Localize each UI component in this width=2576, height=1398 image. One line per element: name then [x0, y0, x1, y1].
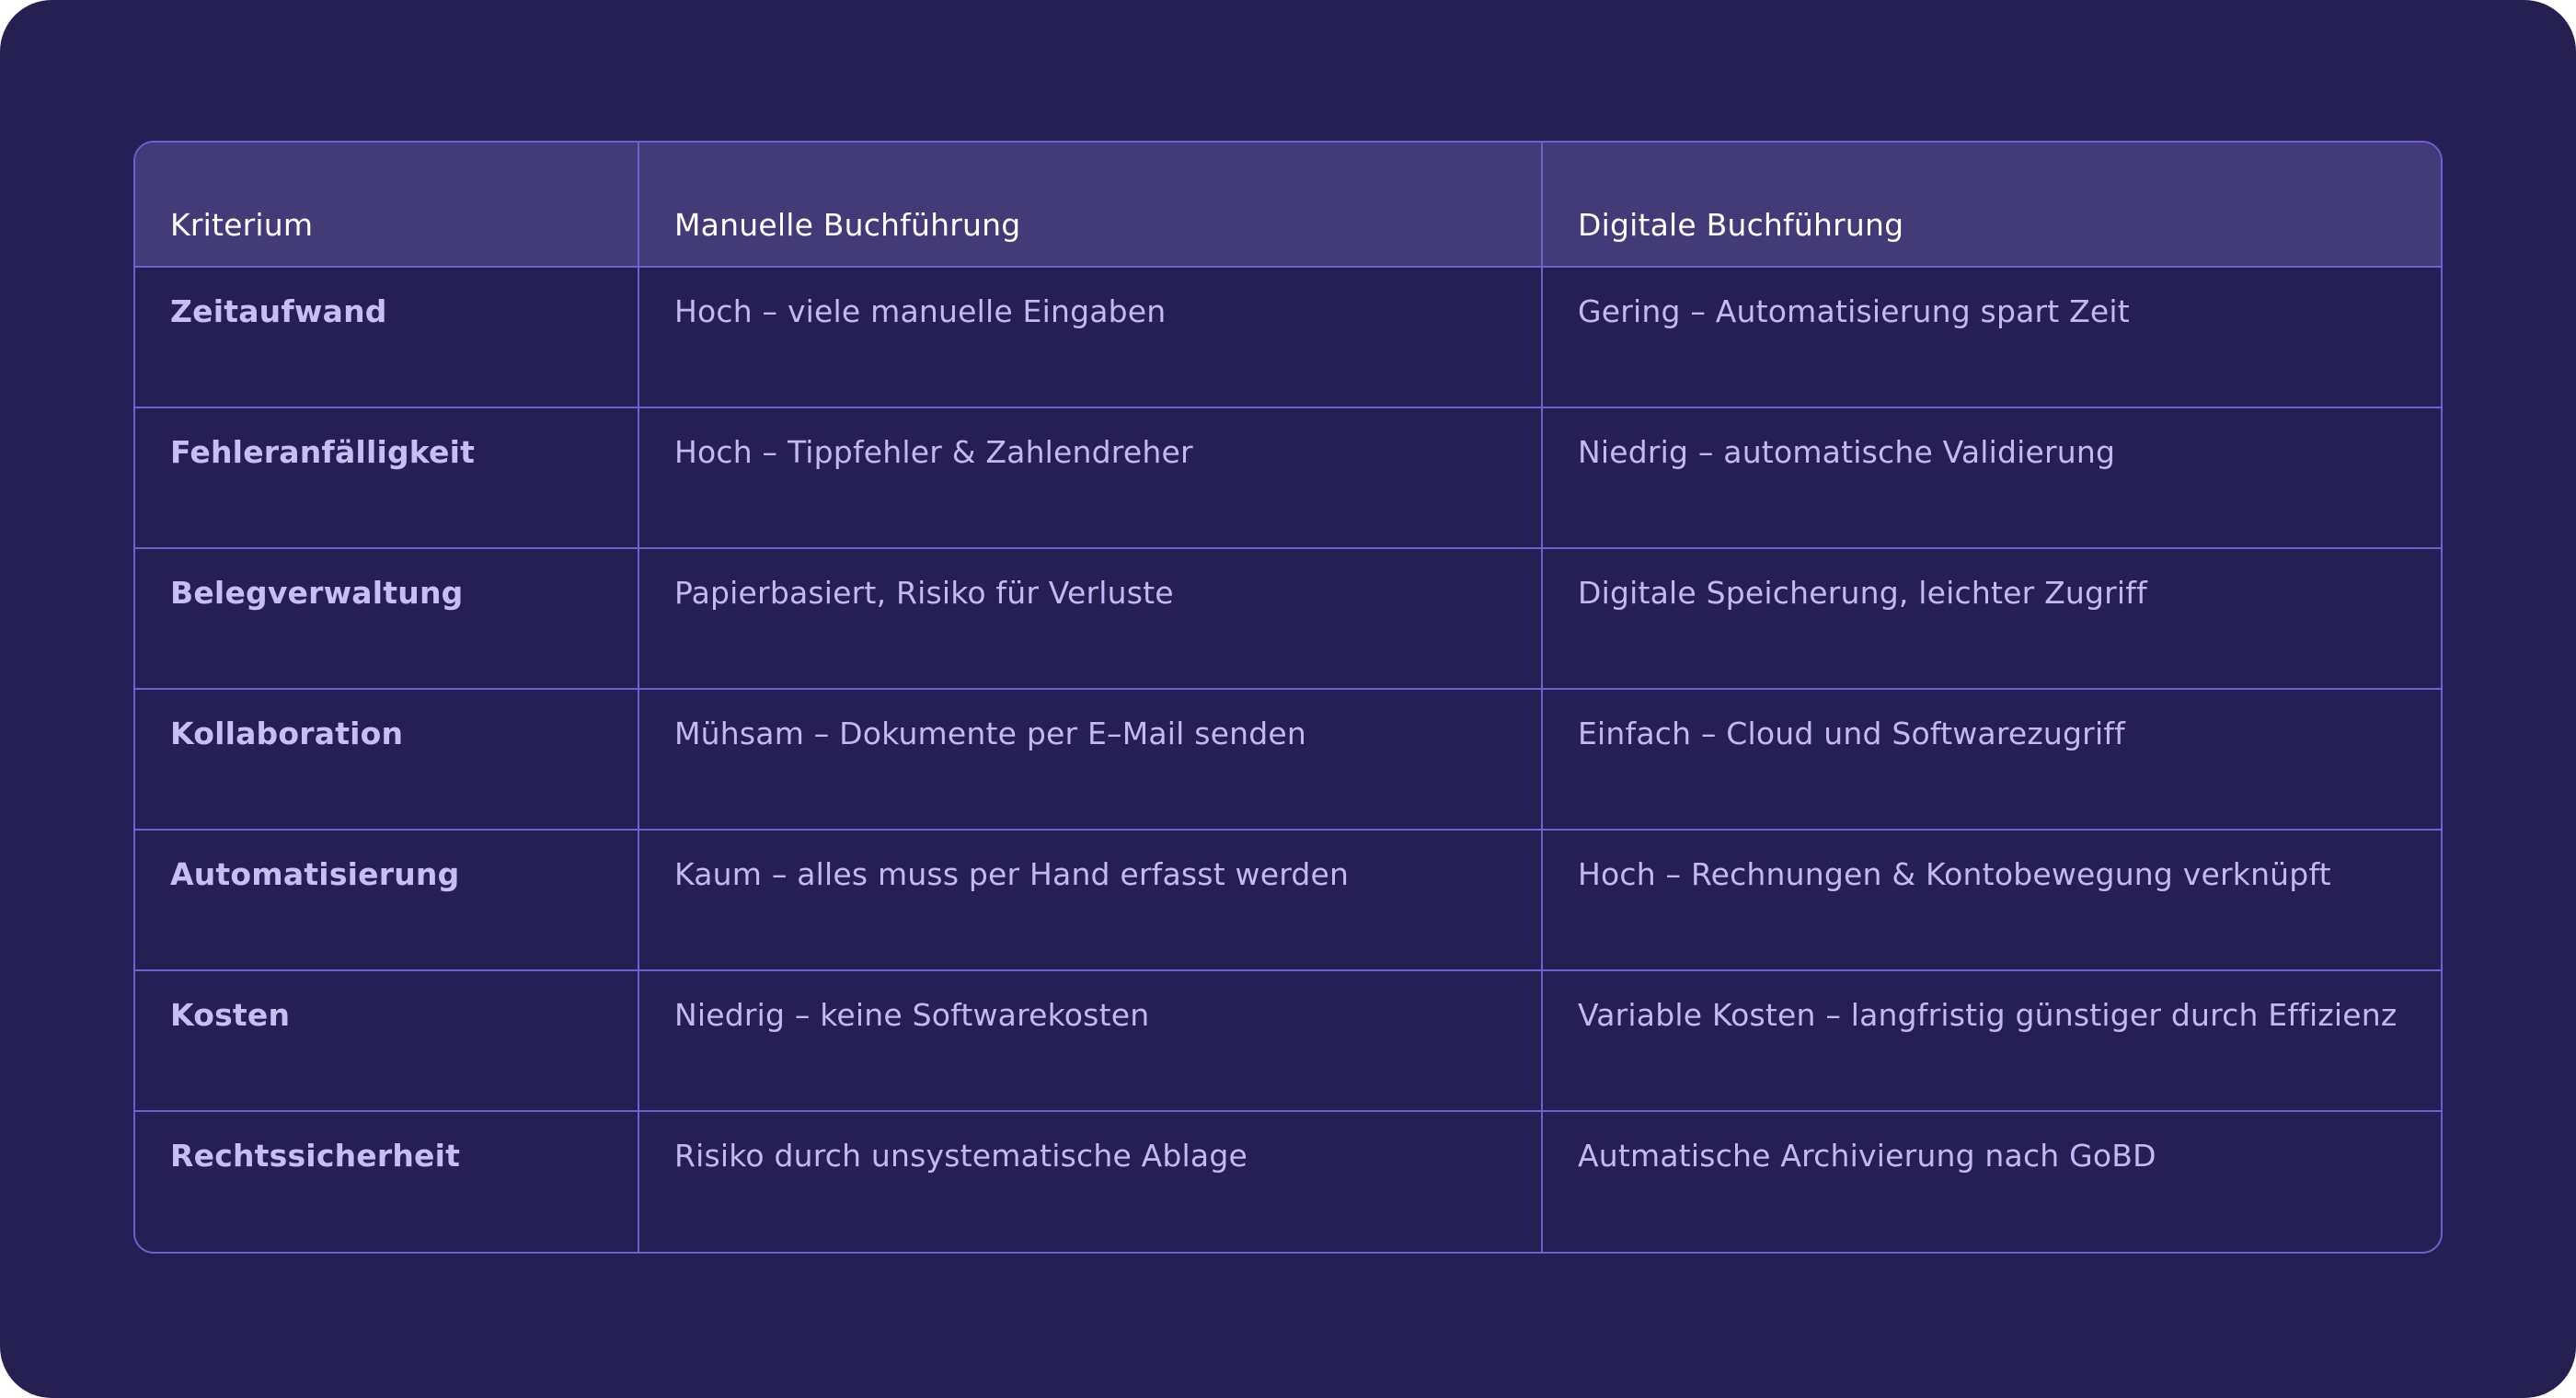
digital-cell: Einfach – Cloud und Softwarezugriff	[1542, 689, 2441, 830]
digital-cell: Gering – Automatisierung spart Zeit	[1542, 267, 2441, 407]
table-row	[135, 830, 2441, 970]
digital-cell: Niedrig – automatische Validierung	[1542, 407, 2441, 548]
manual-cell: Mühsam – Dokumente per E–Mail senden	[638, 689, 1542, 830]
digital-cell: Autmatische Archivierung nach GoBD	[1542, 1111, 2441, 1252]
digital-cell: Variable Kosten – langfristig günstiger durch Effizienz	[1542, 970, 2441, 1111]
header-manual-bookkeeping: Manuelle Buchführung	[638, 143, 1542, 267]
digital-cell: Digitale Speicherung, leichter Zugriff	[1542, 548, 2441, 689]
digital-cell: Hoch – Rechnungen & Kontobewegung verknüpft	[1542, 830, 2441, 970]
table-row	[135, 689, 2441, 830]
comparison-table-container	[133, 141, 2443, 1254]
header-criterion: Kriterium	[135, 143, 638, 267]
criterion-cell: Kollaboration	[135, 689, 638, 830]
manual-cell: Niedrig – keine Softwarekosten	[638, 970, 1542, 1111]
manual-cell: Papierbasiert, Risiko für Verluste	[638, 548, 1542, 689]
criterion-cell: Fehleranfälligkeit	[135, 407, 638, 548]
comparison-table	[135, 143, 2441, 1252]
header-digital-bookkeeping: Digitale Buchführung	[1542, 143, 2441, 267]
criterion-cell: Belegverwaltung	[135, 548, 638, 689]
table-row	[135, 1111, 2441, 1252]
table-row	[135, 407, 2441, 548]
table-row	[135, 970, 2441, 1111]
criterion-cell: Zeitaufwand	[135, 267, 638, 407]
table-header-row	[135, 143, 2441, 267]
criterion-cell: Kosten	[135, 970, 638, 1111]
manual-cell: Hoch – viele manuelle Eingaben	[638, 267, 1542, 407]
manual-cell: Risiko durch unsystematische Ablage	[638, 1111, 1542, 1252]
table-row	[135, 267, 2441, 407]
criterion-cell: Rechtssicherheit	[135, 1111, 638, 1252]
criterion-cell: Automatisierung	[135, 830, 638, 970]
table-row	[135, 548, 2441, 689]
manual-cell: Hoch – Tippfehler & Zahlendreher	[638, 407, 1542, 548]
manual-cell: Kaum – alles muss per Hand erfasst werden	[638, 830, 1542, 970]
